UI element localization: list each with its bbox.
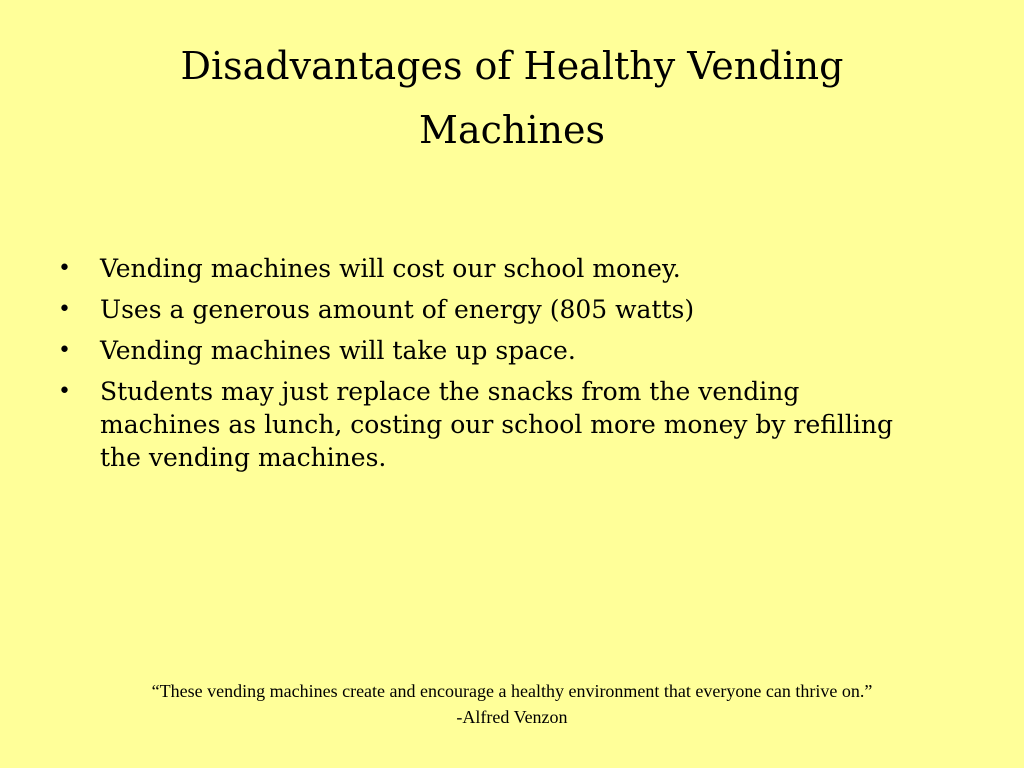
bullet-item-4 bbox=[58, 375, 908, 474]
bullet-icon: • bbox=[58, 338, 71, 363]
bullet-text: Vending machines will take up space. bbox=[100, 336, 576, 365]
quote-attribution: -Alfred Venzon bbox=[456, 707, 568, 727]
bullet-list bbox=[58, 252, 908, 481]
bullet-item-3 bbox=[58, 334, 908, 368]
bullet-text: Uses a generous amount of energy (805 watts) bbox=[100, 295, 695, 324]
slide-title: Disadvantages of Healthy Vending Machines bbox=[180, 44, 844, 152]
quote-block bbox=[40, 678, 984, 730]
bullet-icon: • bbox=[58, 256, 71, 281]
bullet-text: Vending machines will cost our school money. bbox=[100, 254, 681, 283]
bullet-item-2 bbox=[58, 293, 908, 327]
bullet-icon: • bbox=[58, 379, 71, 404]
bullet-text: Students may just replace the snacks from the vending machines as lunch, costing our school more money by refilling the vending machines. bbox=[100, 377, 894, 472]
quote-text: “These vending machines create and encourage a healthy environment that everyone can thrive on.” bbox=[151, 681, 873, 701]
bullet-item-1 bbox=[58, 252, 908, 286]
bullet-icon: • bbox=[58, 297, 71, 322]
